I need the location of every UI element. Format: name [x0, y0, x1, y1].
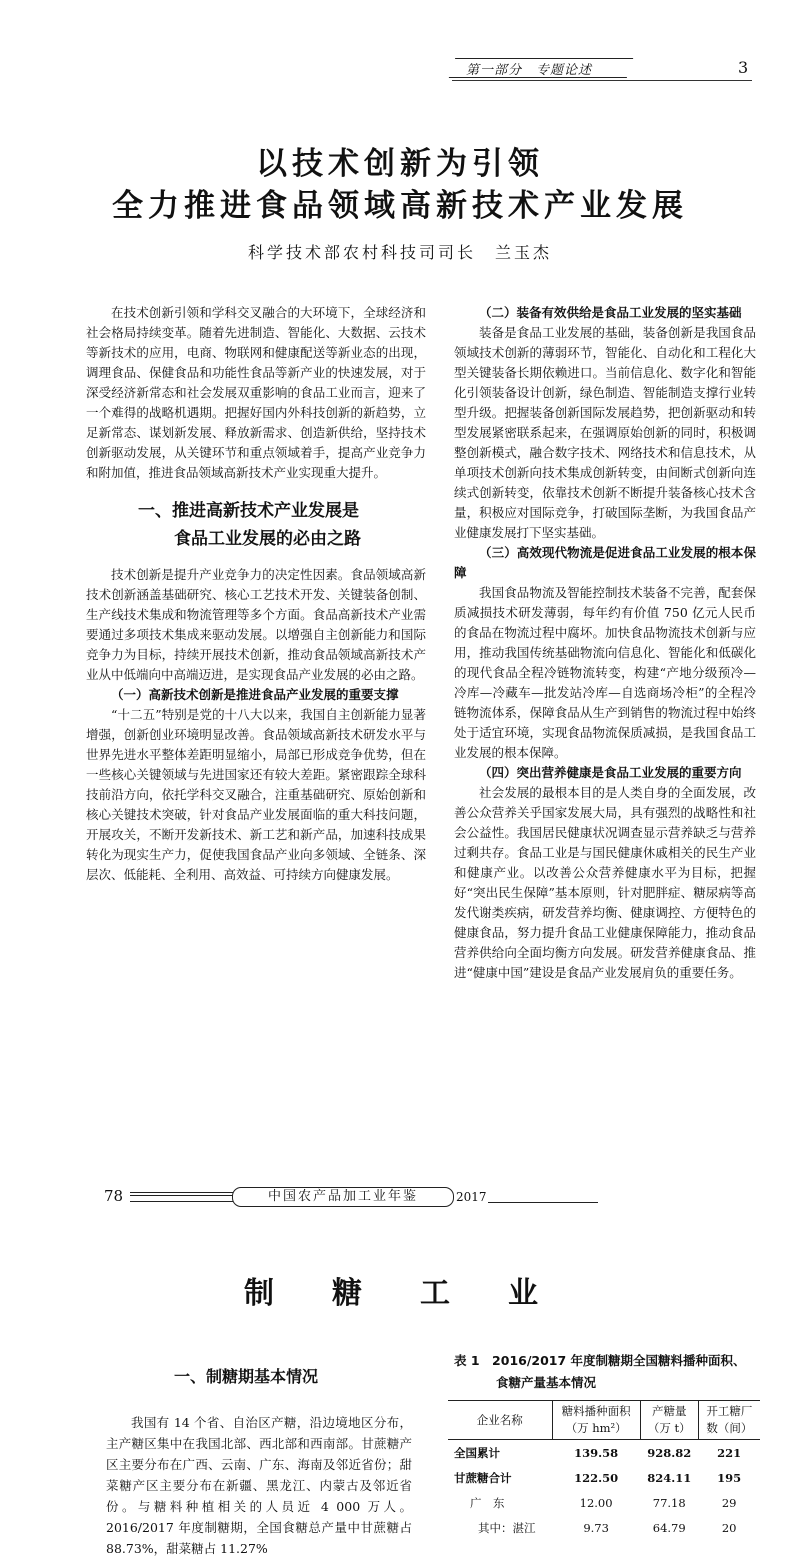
col-header-enterprise: 企业名称 — [448, 1401, 552, 1440]
table-row — [448, 1490, 760, 1515]
yearbook-year: 2017 — [456, 1190, 487, 1204]
page2-section1-heading: 一、制糖期基本情况 — [174, 1367, 319, 1386]
table-body — [448, 1440, 760, 1541]
article-title-line2: 全力推进食品领域高新技术产业发展 — [112, 188, 688, 224]
cell-sugar: 824.11 — [647, 1470, 692, 1485]
table-caption-line2: 食糖产量基本情况 — [496, 1375, 597, 1390]
page2-left-column — [106, 1412, 412, 1559]
table-row — [448, 1515, 760, 1540]
cell-area: 12.00 — [579, 1495, 613, 1510]
section1-heading — [86, 497, 426, 553]
cell-area: 9.73 — [583, 1520, 609, 1535]
sugar-production-table — [448, 1400, 760, 1540]
cell-sugar: 77.18 — [652, 1495, 686, 1510]
table-row — [448, 1440, 760, 1466]
subsection1-title: （一）高新技术创新是推进食品产业发展的重要支撑 — [111, 687, 399, 702]
subsection3-paragraph: 我国食品物流及智能控制技术装备不完善，配套保质减损技术研发薄弱，每年约有价值 750 亿元人民币的食品在物流过程中腐坏。加快食品物流技术创新与应用，推动我国传统基础物流向信息化、智能化和低碳化的现代食品全程冷链物流转变，构建“产地分级预冷—冷库—冷藏车—批发站冷库—自选商场冷柜”的全程冷链物流体系，保障食品从生产到销售的物流过程中始终处于适宜环境，实现食品物流保质减损，是我国食品工业发展的根本保障。 — [454, 585, 756, 760]
header-rule — [452, 80, 752, 81]
right-column — [454, 303, 756, 983]
section1-heading-line2: 食品工业发展的必由之路 — [174, 529, 361, 549]
cell-sugar: 928.82 — [647, 1445, 692, 1460]
subsection4-title: （四）突出营养健康是食品工业发展的重要方向 — [479, 765, 742, 780]
page-number: 3 — [738, 58, 749, 77]
header-right-rule — [488, 1202, 598, 1203]
cell-mills: 195 — [717, 1470, 742, 1485]
article-author: 科学技术部农村科技司司长 兰玉杰 — [247, 243, 552, 262]
table-caption — [454, 1350, 754, 1394]
col-header-mills: 开工糖厂数（间） — [698, 1401, 760, 1440]
header-section-label: 第一部分 专题论述 — [466, 63, 593, 78]
cell-mills: 20 — [721, 1520, 737, 1535]
section1-heading-line1: 一、推进高新技术产业发展是 — [138, 501, 359, 521]
cell-name: 全国累计 — [454, 1445, 500, 1460]
cell-sugar: 64.79 — [652, 1520, 686, 1535]
article-title-line1: 以技术创新为引领 — [256, 146, 544, 182]
cell-area: 139.58 — [574, 1445, 619, 1460]
table-header-row — [448, 1401, 760, 1440]
yearbook-title: 中国农产品加工业年鉴 — [232, 1187, 454, 1207]
intro-paragraph: 在技术创新引领和学科交叉融合的大环境下，全球经济和社会格局持续变革。随着先进制造、智能化、大数据、云技术等新技术的应用，电商、物联网和健康配送等新业态的出现，调理食品、保健食品和功能性食品等新产业的快速发展，对于深受经济新常态和社会发展双重影响的食品工业而言，迎来了一个难得的战略机遇期。把握好国内外科技创新的新趋势，立足新常态、谋划新发展、释放新需求、创造新供给，坚持技术创新驱动发展，从关键环节和重点领域着手，提高产业竞争力和附加值，推进食品领域高新技术产业实现重大提升。 — [86, 305, 426, 480]
subsection2-title: （二）装备有效供给是食品工业发展的坚实基础 — [479, 305, 742, 320]
cell-mills: 29 — [721, 1495, 737, 1510]
table-caption-line1: 表 1 2016/2017 年度制糖期全国糖料播种面积、 — [454, 1353, 746, 1368]
left-column — [86, 303, 426, 885]
subsection3-title: （三）高效现代物流是促进食品工业发展的根本保障 — [454, 545, 756, 580]
subsection2-paragraph: 装备是食品工业发展的基础，装备创新是我国食品领域技术创新的薄弱环节，智能化、自动化和工程化大型关键装备长期依赖进口。当前信息化、数字化和智能化引领装备设计创新，绿色制造、智能制造支撑行业转型升级。把握装备创新国际发展趋势，把创新驱动和转型发展紧密联系起来，在强调原始创新的同时，积极调整创新模式，融合数字技术、网络技术和信息技术，从单项技术创新向技术集成创新转变，由间断式创新向连续式创新转变，依靠技术创新不断提升装备核心技术含量，积极应对国际竞争，打破国际垄断，为我国食品产业健康发展打下坚实基础。 — [454, 325, 756, 540]
cell-name: 广 东 — [470, 1495, 505, 1510]
section1-paragraph: 技术创新是提升产业竞争力的决定性因素。食品领域高新技术创新涵盖基础研究、核心工艺技术开发、关键装备创制、生产线技术集成和物流管理等多个方面。食品高新技术产业需要通过多项技术集成来驱动发展。以增强自主创新能力和国际竞争力为目标，持续开展技术创新，推动食品领域高新技术产业从中低端向中高端迈进，是实现食品产业发展的必由之路。 — [86, 567, 426, 682]
subsection4-paragraph: 社会发展的最根本目的是人类自身的全面发展，改善公众营养关乎国家发展大局，具有强烈的战略性和社会公益性。我国居民健康状况调查显示营养缺乏与营养过剩共存。食品工业是与国民健康休戚相关的民生产业和健康产业。以改善公众营养健康水平为目标，把握好“突出民生保障”基本原则，针对肥胖症、糖尿病等高发代谢类疾病，研发营养均衡、健康调控、方便特色的健康食品，努力提升食品工业健康保障能力，推动食品营养供给向全面均衡方向发展。研发营养健康食品、推进“健康中国”建设是食品产业发展肩负的重要任务。 — [454, 785, 756, 980]
subsection1-paragraph: “十二五”特别是党的十八大以来，我国自主创新能力显著增强，创新创业环境明显改善。食品领域高新技术研发水平与世界先进水平整体差距明显缩小，局部已形成竞争优势，但在一些核心关键领域与先进国家还有较大差距。紧密跟踪全球科技前沿方向，依托学科交叉融合，注重基础研究、原始创新和核心关键技术突破，针对食品产业发展面临的重大科技问题，开展攻关，不断开发新技术、新工艺和新产品，加速科技成果转化为现实生产力，促使我国食品产业向多领域、全链条、深层次、低能耗、全利用、高效益、可持续方向健康发展。 — [86, 707, 426, 882]
cell-area: 122.50 — [574, 1470, 619, 1485]
table-row — [448, 1465, 760, 1490]
col-header-area: 糖料播种面积（万 hm²） — [552, 1401, 640, 1440]
chapter-title: 制糖工业 — [244, 1276, 596, 1311]
cell-name: 甘蔗糖合计 — [454, 1470, 512, 1485]
page2-section1-paragraph: 我国有 14 个省、自治区产糖，沿边境地区分布，主产糖区集中在我国北部、西北部和西南部。甘蔗糖产区主要分布在广西、云南、广东、海南及邻近省份；甜菜糖产区主要分布在新疆、黑龙江、内蒙古及邻近省份。与糖料种植相关的人员近 4 000 万人。2016/2017 年度制糖期，全国食糖总产量中甘蔗糖占 88.73%，甜菜糖占 11.27% — [106, 1415, 412, 1556]
cell-name: 其中：湛江 — [478, 1520, 536, 1535]
cell-mills: 221 — [717, 1445, 742, 1460]
page2-number: 78 — [104, 1187, 124, 1205]
running-header — [452, 58, 752, 80]
col-header-sugar: 产糖量（万 t） — [640, 1401, 698, 1440]
yearbook-running-header — [104, 1187, 704, 1211]
